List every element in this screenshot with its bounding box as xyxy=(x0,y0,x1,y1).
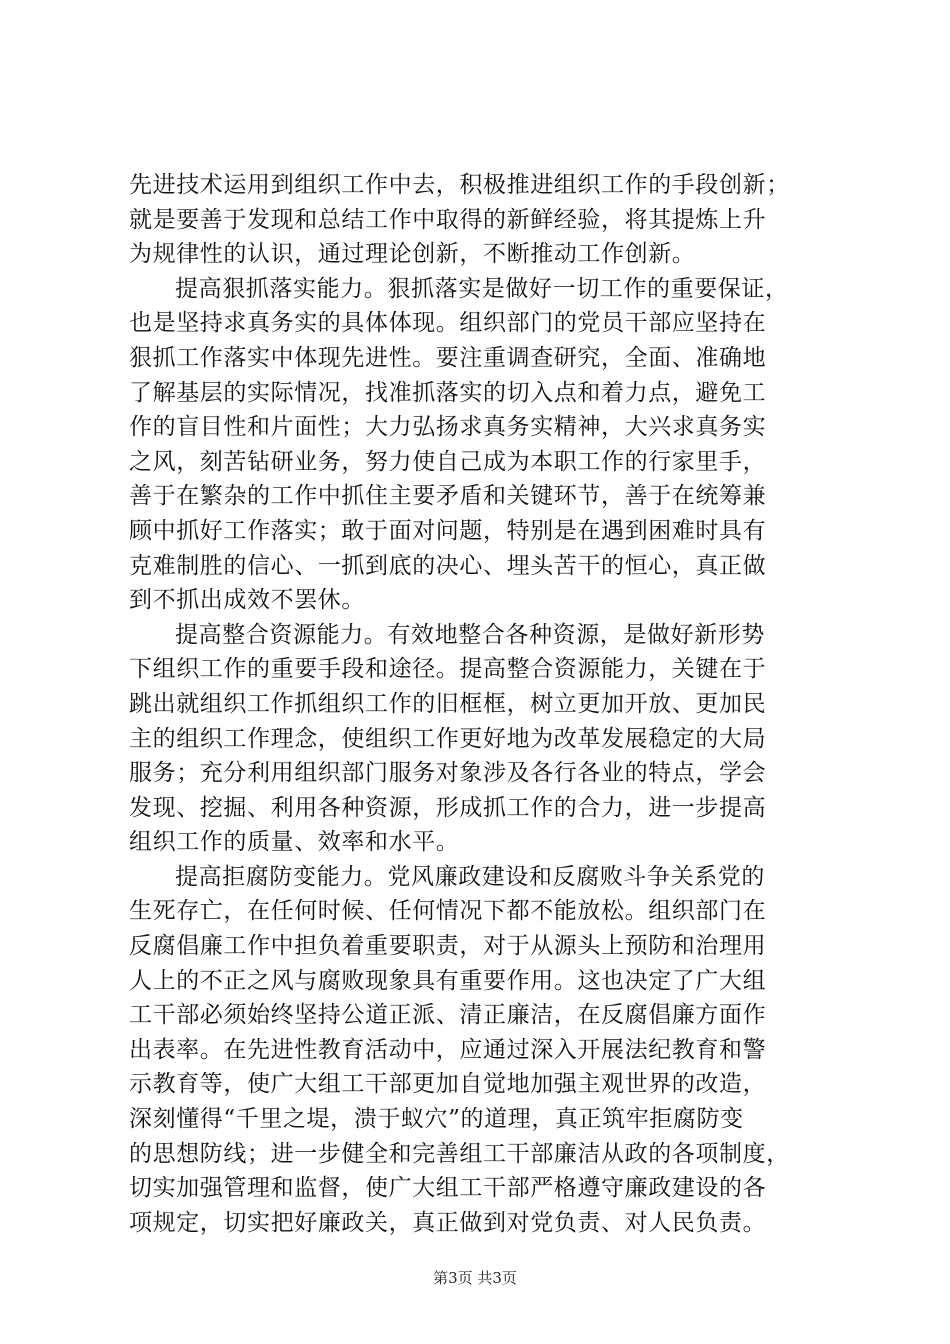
paragraph-3-line-6: 发现、挖掘、利用各种资源，形成抓工作的合力，进一步提高 xyxy=(129,794,767,821)
paragraph-1-line-1: 先进技术运用到组织工作中去，积极推进组织工作的手段创新； xyxy=(129,172,790,198)
paragraph-2-line-7: 善于在繁杂的工作中抓住主要矛盾和关键环节，善于在统筹兼 xyxy=(129,483,767,510)
paragraph-4-line-4: 人上的不正之风与腐败现象具有重要作用。这也决定了广大组 xyxy=(129,967,767,994)
paragraph-3-line-2: 下组织工作的重要手段和途径。提高整合资源能力，关键在于 xyxy=(129,656,767,683)
paragraph-3-line-4: 主的组织工作理念，使组织工作更好地为改革发展稳定的大局 xyxy=(129,725,767,752)
paragraph-2-line-6: 之风，刻苦钻研业务，努力使自己成为本职工作的行家里手， xyxy=(129,448,767,475)
paragraph-2-line-8: 顾中抓好工作落实；敢于面对问题，特别是在遇到困难时具有 xyxy=(129,517,767,544)
paragraph-3-line-5: 服务；充分利用组织部门服务对象涉及各行各业的特点，学会 xyxy=(129,760,767,787)
paragraph-2-line-2: 也是坚持求真务实的具体体现。组织部门的党员干部应坚持在 xyxy=(129,310,767,337)
paragraph-3-line-7: 组织工作的质量、效率和水平。 xyxy=(129,829,460,856)
paragraph-3-line-3: 跳出就组织工作抓组织工作的旧框框，树立更加开放、更加民 xyxy=(129,690,767,717)
paragraph-1-line-3: 为规律性的认识，通过理论创新，不断推动工作创新。 xyxy=(129,241,696,268)
paragraph-4-line-5: 工干部必须始终坚持公道正派、清正廉洁，在反腐倡廉方面作 xyxy=(129,1002,767,1029)
paragraph-2-line-4: 了解基层的实际情况，找准抓落实的切入点和着力点，避免工 xyxy=(129,379,767,406)
paragraph-2-line-5: 作的盲目性和片面性；大力弘扬求真务实精神，大兴求真务实 xyxy=(129,414,767,441)
paragraph-4-line-10: 切实加强管理和监督，使广大组工干部严格遵守廉政建设的各 xyxy=(129,1175,767,1202)
paragraph-4-line-8: 深刻懂得“千里之堤，溃于蚁穴”的道理，真正筑牢拒腐防变 xyxy=(129,1106,744,1133)
paragraph-3-line-1: 提高整合资源能力。有效地整合各种资源，是做好新形势 xyxy=(175,621,765,648)
paragraph-4-line-2: 生死存亡，在任何时候、任何情况下都不能放松。组织部门在 xyxy=(129,898,767,925)
paragraph-1-line-2: 就是要善于发现和总结工作中取得的新鲜经验，将其提炼上升 xyxy=(129,206,767,233)
paragraph-2-line-10: 到不抓出成效不罢休。 xyxy=(129,587,365,614)
paragraph-4-line-3: 反腐倡廉工作中担负着重要职责，对于从源头上预防和治理用 xyxy=(129,933,767,960)
paragraph-4-line-1: 提高拒腐防变能力。党风廉政建设和反腐败斗争关系党的 xyxy=(175,863,765,890)
paragraph-4-line-9: 的思想防线；进一步健全和完善组工干部廉洁从政的各项制度， xyxy=(129,1140,790,1167)
paragraph-2-line-1: 提高狠抓落实能力。狠抓落实是做好一切工作的重要保证， xyxy=(175,275,789,302)
paragraph-4-line-11: 项规定，切实把好廉政关，真正做到对党负责、对人民负责。 xyxy=(129,1209,767,1236)
page-footer: 第3页 共3页 xyxy=(433,1269,517,1287)
paragraph-2-line-3: 狠抓工作落实中体现先进性。要注重调查研究，全面、准确地 xyxy=(129,344,767,371)
paragraph-4-line-7: 示教育等，使广大组工干部更加自觉地加强主观世界的改造， xyxy=(129,1071,767,1098)
paragraph-2-line-9: 克难制胜的信心、一抓到底的决心、埋头苦干的恒心，真正做 xyxy=(129,552,767,579)
paragraph-4-line-6: 出表率。在先进性教育活动中，应通过深入开展法纪教育和警 xyxy=(129,1036,767,1063)
document-body xyxy=(129,168,834,1240)
